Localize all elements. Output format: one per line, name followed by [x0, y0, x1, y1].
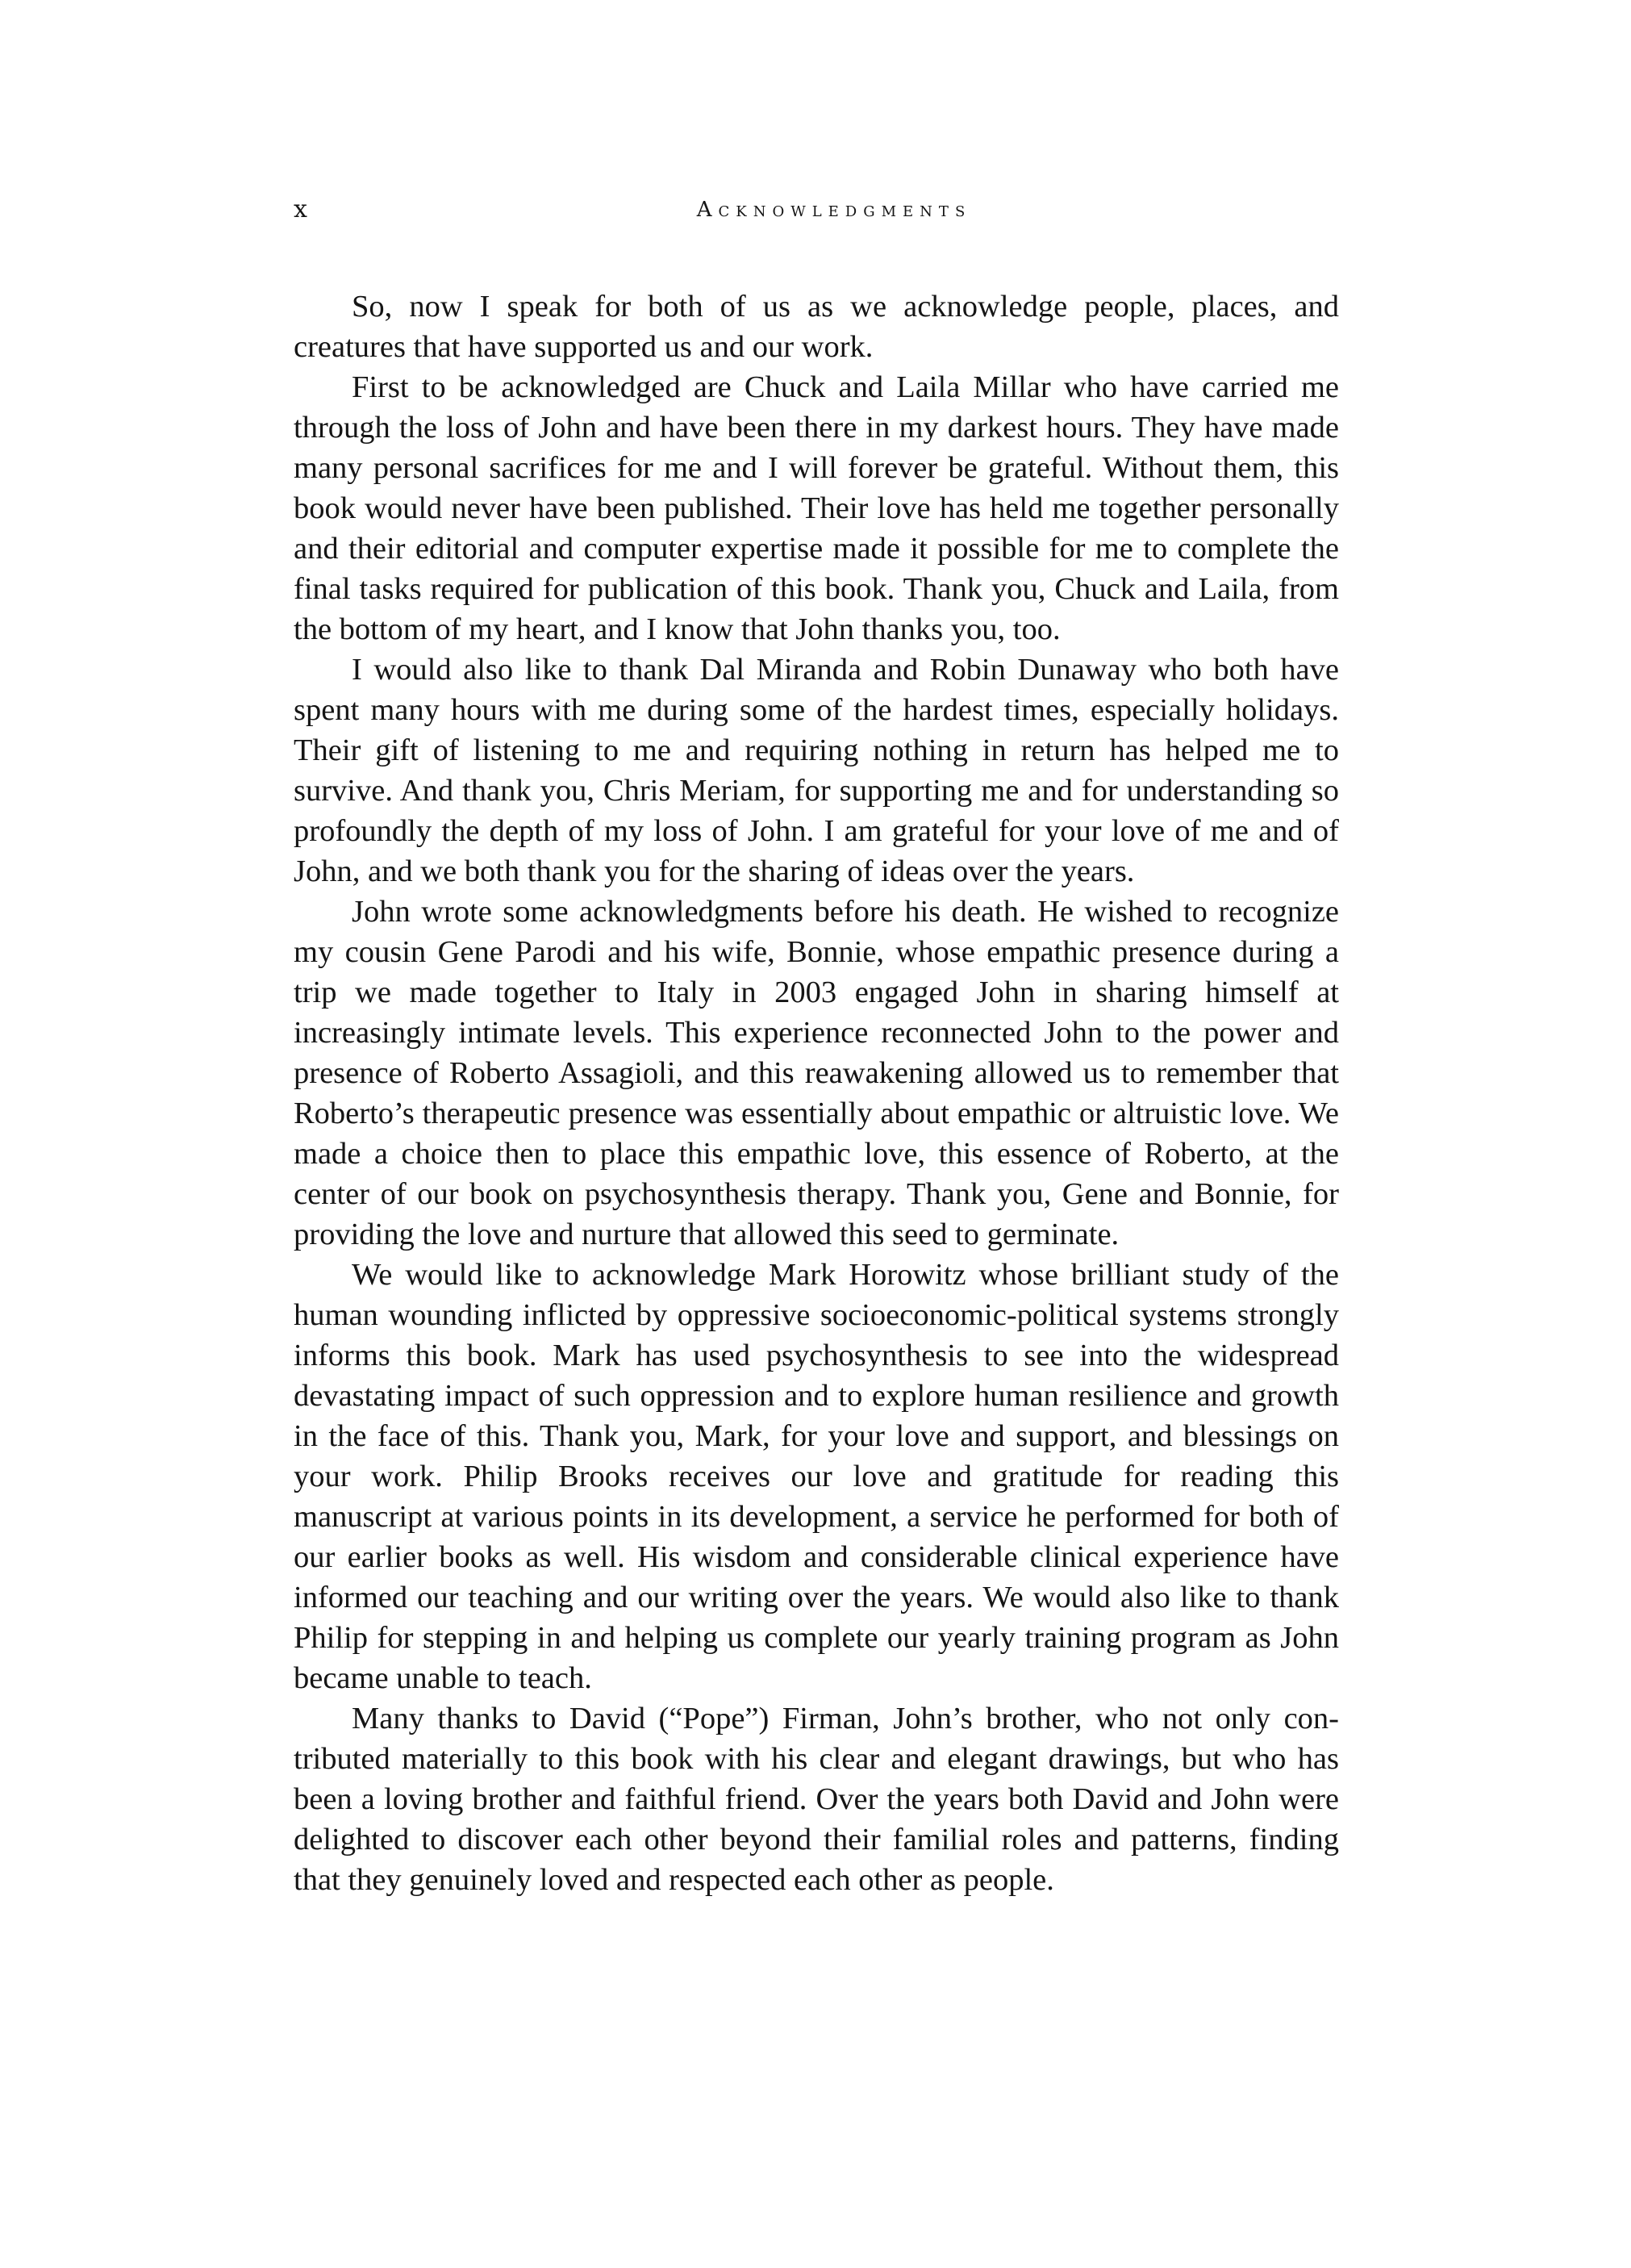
running-head: acknowledgments	[696, 198, 972, 222]
paragraph: I would also like to thank Dal Miranda and Robin Dunaway who both have spent many hours with me during some of the hardest times, especially holidays. Their gift of listening to me and requiring nothing in return has helped me to survive. And thank you, Chris Meriam, for supporting me and for understanding so profoundly the depth of my loss of John. I am grateful for your love of me and of John, and we both thank you for the sharing of ideas over the years.	[294, 653, 1339, 888]
paragraph: John wrote some acknowledgments before his death. He wished to recognize my cousin Gene Parodi and his wife, Bonnie, whose empathic presence during a trip we made together to Italy in 2003 engaged John in sharing himself at increasingly intimate levels. This experience reconnected John to the power and presence of Roberto Assagioli, and this reawakening allowed us to remember that Roberto’s therapeutic presence was essentially about empathic or altruistic love. We made a choice then to place this empathic love, this essence of Roberto, at the center of our book on psychosynthesis therapy. Thank you, Gene and Bonnie, for providing the love and nurture that allowed this seed to germinate.	[294, 895, 1339, 1251]
paragraph: We would like to acknowledge Mark Horowitz whose brilliant study of the human wounding inflicted by oppressive socioeconomic-political systems strongly informs this book. Mark has used psychosynthesis to see into the widespread devastating impact of such oppression and to explore human resilience and growth in the face of this. Thank you, Mark, for your love and support, and blessings on your work. Philip Brooks receives our love and gratitude for reading this manuscript at various points in its development, a service he performed for both of our earlier books as well. His wisdom and considerable clinical experience have informed our teaching and our writing over the years. We would also like to thank Philip for stepping in and helping us complete our yearly training program as John became unable to teach.	[294, 1258, 1339, 1695]
page-header	[294, 194, 1342, 226]
body-text	[294, 286, 1339, 1900]
paragraph: So, now I speak for both of us as we acknowledge people, places, and creatures that have supported us and our work.	[294, 290, 1339, 364]
page-number: x	[294, 195, 307, 223]
paragraph: Many thanks to David (“Pope”) Firman, John’s brother, who not only contributed materially to this book with his clear and elegant drawings, but who has been a loving brother and faithful friend. Over the years both David and John were delighted to discover each other beyond their familial roles and patterns, finding that they genuinely loved and respected each other as people.	[294, 1702, 1339, 1897]
paragraph: First to be acknowledged are Chuck and Laila Millar who have carried me through the loss of John and have been there in my darkest hours. They have made many personal sacrifices for me and I will forever be grateful. Without them, this book would never have been published. Their love has held me together personally and their editorial and computer expertise made it possible for me to complete the final tasks required for publication of this book. Thank you, Chuck and Laila, from the bottom of my heart, and I know that John thanks you, too.	[294, 370, 1339, 646]
